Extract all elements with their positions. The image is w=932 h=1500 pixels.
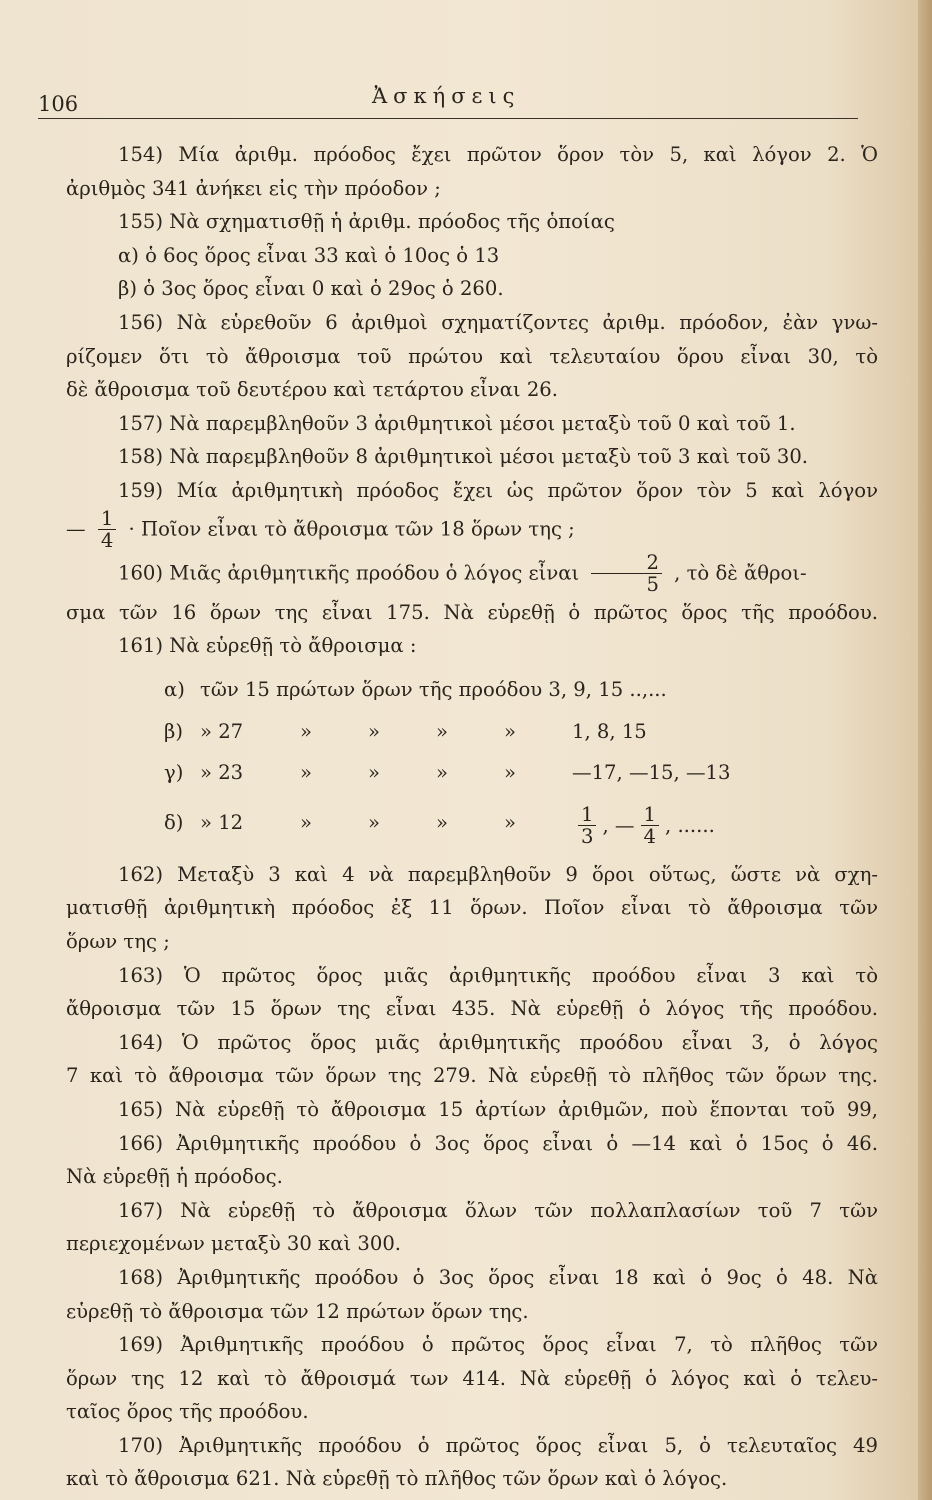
sequence-tail: , ...... (665, 813, 715, 837)
ditto-mark: » (436, 810, 448, 834)
fraction-numerator: 1 (641, 804, 659, 827)
exercise-167-line2: περιεχομένων μεταξὺ 30 καὶ 300. (66, 1232, 402, 1256)
exercise-163-line1: 163) Ὁ πρῶτος ὅρος μιᾶς ἀριθμητικῆς προόδου εἶναι 3 καὶ τὸ (118, 963, 878, 987)
row-text: τῶν 15 πρώτων ὅρων τῆς προόδου 3, 9, 15 ..,... (200, 677, 667, 701)
running-title: Ἀσκήσεις (372, 84, 521, 108)
fraction-one-quarter (98, 508, 116, 552)
exercise-169-line1: 169) Ἀριθμητικῆς προόδου ὁ πρῶτος ὅρος εἶναι 7, τὸ πλῆθος τῶν (118, 1333, 878, 1357)
exercise-164-line1: 164) Ὁ πρῶτος ὅρος μιᾶς ἀριθμητικῆς προόδου εἶναι 3, ὁ λόγος (118, 1030, 878, 1054)
exercise-162-line3: ὅρων της ; (66, 929, 170, 953)
exercise-168-line1: 168) Ἀριθμητικῆς προόδου ὁ 3ος ὅρος εἶναι 18 καὶ ὁ 9ος ὁ 48. Νὰ (118, 1265, 878, 1289)
row-count: » 23 (200, 761, 244, 785)
table-row (164, 794, 741, 852)
fraction-one-quarter (641, 804, 659, 848)
table-row (164, 752, 741, 794)
row-sequence (572, 794, 741, 852)
exercise-163-line2: ἄθροισμα τῶν 15 ὅρων της εἶναι 435. Νὰ εὑρεθῇ ὁ λόγος τῆς προόδου. (66, 997, 878, 1021)
exercise-159-line2 (66, 508, 878, 552)
row-label: γ) (164, 761, 184, 785)
exercise-170-line1: 170) Ἀριθμητικῆς προόδου ὁ πρῶτος ὅρος εἶναι 5, ὁ τελευταῖος 49 (118, 1433, 878, 1457)
header-rule (38, 118, 858, 119)
exercise-160-text: 160) Μιᾶς ἀριθμητικῆς προόδου ὁ λόγος εἶναι (118, 561, 580, 585)
exercise-155-b: β) ὁ 3ος ὅρος εἶναι 0 καὶ ὁ 29ος ὁ 260. (118, 277, 504, 301)
fraction-denominator: 5 (646, 573, 659, 597)
exercise-162-line2: ματισθῇ ἀριθμητικὴ πρόοδος ἐξ 11 ὅρων. Ποῖον εἶναι τὸ ἄθροισμα τῶν (66, 896, 878, 920)
exercise-169-line3: ταῖος ὅρος τῆς προόδου. (66, 1400, 309, 1424)
exercise-156-line2: ρίζομεν ὅτι τὸ ἄθροισμα τοῦ πρώτου καὶ τελευταίου ὅρου εἶναι 30, τὸ (66, 344, 878, 368)
exercise-154-line2: ἀριθμὸς 341 ἀνήκει εἰς τὴν πρόοδον ; (66, 176, 441, 200)
exercise-164-line2: 7 καὶ τὸ ἄθροισμα τῶν ὅρων της 279. Νὰ εὑρεθῇ τὸ πλῆθος τῶν ὅρων της. (66, 1064, 878, 1088)
ditto-mark: » (300, 719, 312, 743)
minus-sign: — (66, 517, 86, 541)
row-count: » 12 (200, 810, 244, 834)
row-sequence: —17, —15, —13 (572, 761, 731, 785)
fraction-sequence (572, 804, 715, 848)
fraction-denominator: 4 (100, 529, 114, 553)
fraction-numerator: 2 (591, 552, 661, 575)
book-spine-shadow (918, 0, 932, 1500)
exercise-162-line1: 162) Μεταξὺ 3 καὶ 4 νὰ παρεμβληθοῦν 9 ὅροι οὕτως, ὥστε νὰ σχη- (118, 862, 878, 886)
exercise-156-line3: δὲ ἄθροισμα τοῦ δευτέρου καὶ τετάρτου εἶναι 26. (66, 378, 559, 402)
sequence-separator: , — (602, 813, 635, 837)
page-header (38, 84, 858, 120)
exercise-160-line2: σμα τῶν 16 ὅρων της εἶναι 175. Νὰ εὑρεθῇ ὁ πρῶτος ὅρος τῆς προόδου. (66, 600, 878, 624)
exercise-168-line2: εὑρεθῇ τὸ ἄθροισμα τῶν 12 πρώτων ὅρων της. (66, 1299, 529, 1323)
exercise-165: 165) Νὰ εὑρεθῇ τὸ ἄθροισμα 15 ἀρτίων ἀριθμῶν, ποὺ ἕπονται τοῦ 99, (118, 1097, 878, 1121)
exercise-166-line1: 166) Ἀριθμητικῆς προόδου ὁ 3ος ὅρος εἶναι ὁ —14 καὶ ὁ 15ος ὁ 46. (118, 1131, 878, 1155)
exercise-155: 155) Νὰ σχηματισθῇ ἡ ἀριθμ. πρόοδος τῆς ὁποίας (118, 210, 615, 234)
ditto-mark: » (368, 719, 380, 743)
exercise-160-line1 (66, 552, 878, 596)
row-label: α) (164, 677, 185, 701)
table-row (164, 669, 741, 711)
fraction-numerator: 1 (578, 804, 596, 827)
fraction-denominator: 4 (643, 825, 656, 849)
ditto-mark: » (300, 761, 312, 785)
ditto-mark: » (504, 810, 516, 834)
exercise-159-line1: 159) Μία ἀριθμητικὴ πρόοδος ἔχει ὡς πρῶτον ὅρον τὸν 5 καὶ λόγον (118, 478, 878, 502)
row-label: δ) (164, 810, 184, 834)
exercise-166-line2: Νὰ εὑρεθῇ ἡ πρόοδος. (66, 1165, 283, 1189)
exercise-161-table (164, 669, 741, 852)
exercise-160-text-tail: , τὸ δὲ ἄθροι- (674, 561, 807, 585)
ditto-mark: » (368, 761, 380, 785)
exercise-161: 161) Νὰ εὑρεθῇ τὸ ἄθροισμα : (118, 634, 417, 658)
ditto-mark: » (504, 761, 516, 785)
row-count: » 27 (200, 719, 244, 743)
exercise-155-a: α) ὁ 6ος ὅρος εἶναι 33 καὶ ὁ 10ος ὁ 13 (118, 243, 500, 267)
exercise-167-line1: 167) Νὰ εὑρεθῇ τὸ ἄθροισμα ὅλων τῶν πολλαπλασίων τοῦ 7 τῶν (118, 1198, 878, 1222)
exercise-158: 158) Νὰ παρεμβληθοῦν 8 ἀριθμητικοὶ μέσοι μεταξὺ τοῦ 3 καὶ τοῦ 30. (118, 445, 809, 469)
exercise-159-question: · Ποῖον εἶναι τὸ ἄθροισμα τῶν 18 ὅρων της ; (128, 517, 575, 541)
exercise-list (66, 138, 878, 1496)
fraction-two-fifths (591, 552, 661, 596)
ditto-mark: » (368, 810, 380, 834)
ditto-mark: » (504, 719, 516, 743)
exercise-170-line2: καὶ τὸ ἄθροισμα 621. Νὰ εὑρεθῇ τὸ πλῆθος τῶν ὅρων καὶ ὁ λόγος. (66, 1467, 728, 1491)
row-label: β) (164, 719, 183, 743)
exercise-156-line1: 156) Νὰ εὑρεθοῦν 6 ἀριθμοὶ σχηματίζοντες ἀριθμ. πρόοδον, ἐὰν γνω- (118, 310, 878, 334)
fraction-one-third (578, 804, 596, 848)
page-number: 106 (38, 92, 79, 116)
ditto-mark: » (436, 719, 448, 743)
ditto-mark: » (300, 810, 312, 834)
exercise-154-line1: 154) Μία ἀριθμ. πρόοδος ἔχει πρῶτον ὅρον τὸν 5, καὶ λόγον 2. Ὁ (118, 143, 878, 166)
table-row (164, 711, 741, 753)
row-sequence: 1, 8, 15 (572, 719, 647, 743)
fraction-numerator: 1 (98, 508, 116, 531)
exercise-157: 157) Νὰ παρεμβληθοῦν 3 ἀριθμητικοὶ μέσοι μεταξὺ τοῦ 0 καὶ τοῦ 1. (118, 411, 796, 435)
exercise-169-line2: ὅρων της 12 καὶ τὸ ἄθροισμά των 414. Νὰ εὑρεθῇ ὁ λόγος καὶ ὁ τελευ- (66, 1366, 878, 1390)
ditto-mark: » (436, 761, 448, 785)
fraction-denominator: 3 (581, 825, 594, 849)
